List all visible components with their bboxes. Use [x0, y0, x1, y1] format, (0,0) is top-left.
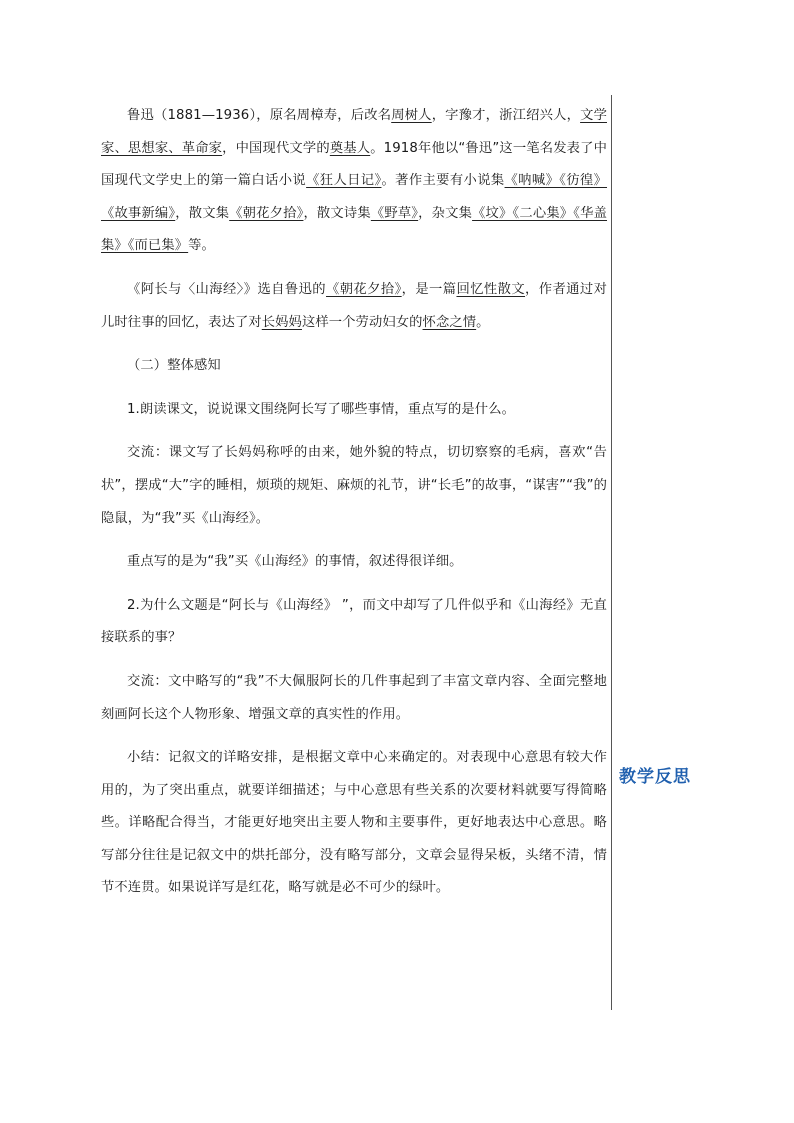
text-segment: 2.为什么文题是“阿长与《山海经》 ”，而文中却写了几件似乎和《山海经》无直接联系的事？ [101, 597, 607, 646]
lesson-content [101, 100, 607, 916]
paragraph-summary [101, 742, 607, 905]
underlined-term: 《狂人日记》 [306, 173, 382, 189]
text-segment: ，作者通过对儿时往事的回忆，表达了对 [101, 281, 607, 330]
text-segment: 。 [476, 314, 490, 330]
paragraph-section-heading [101, 350, 607, 383]
text-segment: 等。 [188, 238, 215, 254]
underlined-term: 长妈妈 [261, 314, 302, 330]
underlined-term: 《朝花夕拾》 [326, 281, 402, 297]
underlined-term: 《呐喊》《彷徨》《故事新编》 [101, 173, 608, 221]
underlined-term: 怀念之情 [422, 314, 477, 330]
text-segment: ，杂文集 [418, 205, 473, 221]
underlined-term: 《朝花夕拾》 [229, 205, 304, 221]
paragraph-source [101, 274, 607, 339]
paragraph-answer-1a [101, 437, 607, 535]
text-segment: 1.朗读课文，说说课文围绕阿长写了哪些事情，重点写的是什么。 [127, 401, 515, 417]
underlined-term: 回忆性散文 [456, 281, 526, 297]
text-segment: （二）整体感知 [127, 358, 221, 374]
paragraph-answer-2 [101, 666, 607, 731]
text-segment: ，中国现代文学的 [222, 140, 330, 156]
paragraph-intro [101, 100, 607, 263]
teaching-reflection-label: 教学反思 [619, 767, 691, 787]
column-divider [611, 95, 612, 1010]
text-segment: 交流：课文写了长妈妈称呼的由来，她外貌的特点，切切察察的毛病，喜欢“告状”，摆成“大”字的睡相，烦琐的规矩、麻烦的礼节，讲“长毛”的故事，“谋害”“我”的隐鼠，为“我”买《山海经》。 [101, 445, 607, 526]
paragraph-question-2 [101, 590, 607, 655]
text-segment: 小结：记叙文的详略安排，是根据文章中心来确定的。对表现中心意思有较大作用的，为了突出重点，就要详细描述；与中心意思有些关系的次要材料就要写得简略些。详略配合得当，才能更好地突出主要人物和主要事件，更好地表达中心意思。略写部分往往是记叙文中的烘托部分，没有略写部分，文章会显得呆板，头绪不清，情节不连贯。如果说详写是红花，略写就是必不可少的绿叶。 [101, 750, 607, 896]
text-segment: 鲁迅（1881—1936），原名周樟寿，后改名 [127, 108, 392, 123]
text-segment: 。著作主要有小说集 [381, 173, 505, 189]
text-segment: ，字豫才，浙江绍兴人， [431, 108, 581, 123]
underlined-term: 奠基人 [329, 140, 371, 156]
underlined-term: 周树人 [391, 108, 432, 123]
paragraph-answer-1b [101, 546, 607, 579]
text-segment: ，是一篇 [401, 281, 457, 297]
text-segment: 《阿长与〈山海经〉》选自鲁迅的 [127, 281, 327, 297]
text-segment: 这样一个劳动妇女的 [301, 314, 423, 330]
underlined-term: 《野草》 [370, 205, 419, 221]
text-segment: ，散文诗集 [303, 205, 371, 221]
text-segment: 。1918年他以“鲁迅”这一笔名发表了中国现代文学史上的第一篇白话小说 [101, 140, 607, 189]
text-segment: 重点写的是为“我”买《山海经》的事情，叙述得很详细。 [127, 554, 463, 570]
paragraph-question-1 [101, 394, 607, 427]
text-segment: ，散文集 [175, 205, 230, 221]
underlined-term: 文学家、思想家、革命家 [101, 108, 607, 156]
underlined-term: 《坟》《二心集》《华盖集》《而已集》 [101, 205, 608, 254]
text-segment: 交流：文中略写的“我”不大佩服阿长的几件事起到了丰富文章内容、全面完整地刻画阿长这个人物形象、增强文章的真实性的作用。 [101, 673, 607, 722]
